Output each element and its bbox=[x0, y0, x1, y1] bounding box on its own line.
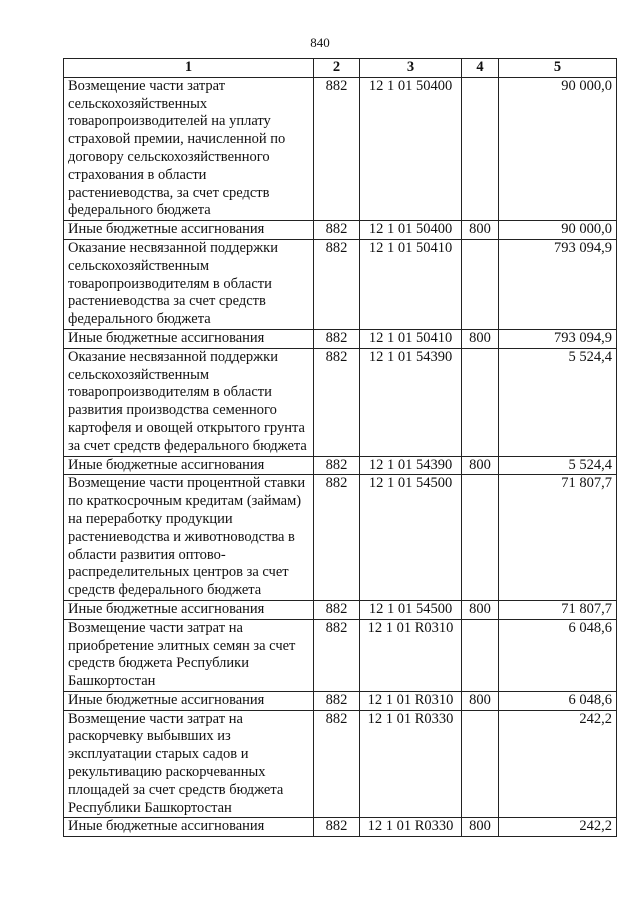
row-code-cell: 882 bbox=[314, 475, 360, 601]
table-row bbox=[64, 600, 617, 619]
row-name-cell: Возмещение части затрат сельскохозяйственных товаропроизводителей на уплату страховой премии, начисленной по договору сельскохозяйственного страхования в области растениеводства, за счет средств федерального бюджета bbox=[64, 77, 314, 220]
row-article-cell: 12 1 01 R0330 bbox=[360, 818, 462, 837]
table-row bbox=[64, 619, 617, 691]
row-article-cell: 12 1 01 54500 bbox=[360, 475, 462, 601]
row-article-cell: 12 1 01 50410 bbox=[360, 239, 462, 329]
page-number: 840 bbox=[310, 35, 330, 50]
row-article-cell: 12 1 01 50410 bbox=[360, 329, 462, 348]
row-type-cell bbox=[462, 348, 499, 456]
row-name-cell: Иные бюджетные ассигнования bbox=[64, 221, 314, 240]
row-name-cell: Возмещение части затрат на приобретение элитных семян за счет средств бюджета Республики Башкортостан bbox=[64, 619, 314, 691]
row-code-cell: 882 bbox=[314, 818, 360, 837]
table-row bbox=[64, 691, 617, 710]
row-code-cell: 882 bbox=[314, 710, 360, 818]
row-name-cell: Оказание несвязанной поддержки сельскохозяйственным товаропроизводителям в области развития производства семенного картофеля и овощей открытого грунта за счет средств федерального бюджета bbox=[64, 348, 314, 456]
table-row bbox=[64, 710, 617, 818]
row-amount-cell: 5 524,4 bbox=[499, 348, 617, 456]
row-article-cell: 12 1 01 54390 bbox=[360, 456, 462, 475]
row-article-cell: 12 1 01 R0310 bbox=[360, 691, 462, 710]
row-code-cell: 882 bbox=[314, 348, 360, 456]
row-article-cell: 12 1 01 54390 bbox=[360, 348, 462, 456]
row-code-cell: 882 bbox=[314, 619, 360, 691]
row-article-cell: 12 1 01 50400 bbox=[360, 221, 462, 240]
row-code-cell: 882 bbox=[314, 239, 360, 329]
row-type-cell: 800 bbox=[462, 691, 499, 710]
row-code-cell: 882 bbox=[314, 456, 360, 475]
row-article-cell: 12 1 01 50400 bbox=[360, 77, 462, 220]
row-code-cell: 882 bbox=[314, 691, 360, 710]
row-name-cell: Иные бюджетные ассигнования bbox=[64, 818, 314, 837]
row-type-cell bbox=[462, 710, 499, 818]
row-type-cell bbox=[462, 77, 499, 220]
column-header: 1 bbox=[64, 59, 314, 78]
table-row bbox=[64, 239, 617, 329]
row-code-cell: 882 bbox=[314, 221, 360, 240]
row-amount-cell: 90 000,0 bbox=[499, 221, 617, 240]
table-header-row bbox=[64, 59, 617, 78]
row-type-cell: 800 bbox=[462, 456, 499, 475]
row-amount-cell: 71 807,7 bbox=[499, 475, 617, 601]
row-amount-cell: 242,2 bbox=[499, 710, 617, 818]
row-name-cell: Иные бюджетные ассигнования bbox=[64, 600, 314, 619]
row-type-cell bbox=[462, 239, 499, 329]
row-name-cell: Иные бюджетные ассигнования bbox=[64, 691, 314, 710]
row-amount-cell: 71 807,7 bbox=[499, 600, 617, 619]
row-amount-cell: 793 094,9 bbox=[499, 329, 617, 348]
table-row bbox=[64, 221, 617, 240]
row-type-cell: 800 bbox=[462, 600, 499, 619]
row-amount-cell: 242,2 bbox=[499, 818, 617, 837]
row-name-cell: Иные бюджетные ассигнования bbox=[64, 329, 314, 348]
table-row bbox=[64, 329, 617, 348]
table-row bbox=[64, 456, 617, 475]
row-type-cell: 800 bbox=[462, 329, 499, 348]
row-name-cell: Иные бюджетные ассигнования bbox=[64, 456, 314, 475]
row-article-cell: 12 1 01 54500 bbox=[360, 600, 462, 619]
row-amount-cell: 793 094,9 bbox=[499, 239, 617, 329]
column-header: 3 bbox=[360, 59, 462, 78]
row-amount-cell: 6 048,6 bbox=[499, 691, 617, 710]
row-amount-cell: 6 048,6 bbox=[499, 619, 617, 691]
row-article-cell: 12 1 01 R0330 bbox=[360, 710, 462, 818]
row-code-cell: 882 bbox=[314, 600, 360, 619]
budget-table bbox=[63, 58, 617, 837]
row-amount-cell: 90 000,0 bbox=[499, 77, 617, 220]
table-row bbox=[64, 818, 617, 837]
row-article-cell: 12 1 01 R0310 bbox=[360, 619, 462, 691]
table-row bbox=[64, 348, 617, 456]
row-type-cell bbox=[462, 619, 499, 691]
column-header: 5 bbox=[499, 59, 617, 78]
row-amount-cell: 5 524,4 bbox=[499, 456, 617, 475]
row-code-cell: 882 bbox=[314, 77, 360, 220]
row-name-cell: Возмещение части процентной ставки по краткосрочным кредитам (займам) на переработку продукции растениеводства и животноводства в области развития оптово-распределительных центров за счет средств федерального бюджета bbox=[64, 475, 314, 601]
row-name-cell: Оказание несвязанной поддержки сельскохозяйственным товаропроизводителям в области растениеводства за счет средств федерального бюджета bbox=[64, 239, 314, 329]
row-type-cell bbox=[462, 475, 499, 601]
column-header: 2 bbox=[314, 59, 360, 78]
row-type-cell: 800 bbox=[462, 818, 499, 837]
table-row bbox=[64, 77, 617, 220]
row-type-cell: 800 bbox=[462, 221, 499, 240]
row-name-cell: Возмещение части затрат на раскорчевку выбывших из эксплуатации старых садов и рекультивацию раскорчеванных площадей за счет средств бюджета Республики Башкортостан bbox=[64, 710, 314, 818]
table-row bbox=[64, 475, 617, 601]
column-header: 4 bbox=[462, 59, 499, 78]
row-code-cell: 882 bbox=[314, 329, 360, 348]
